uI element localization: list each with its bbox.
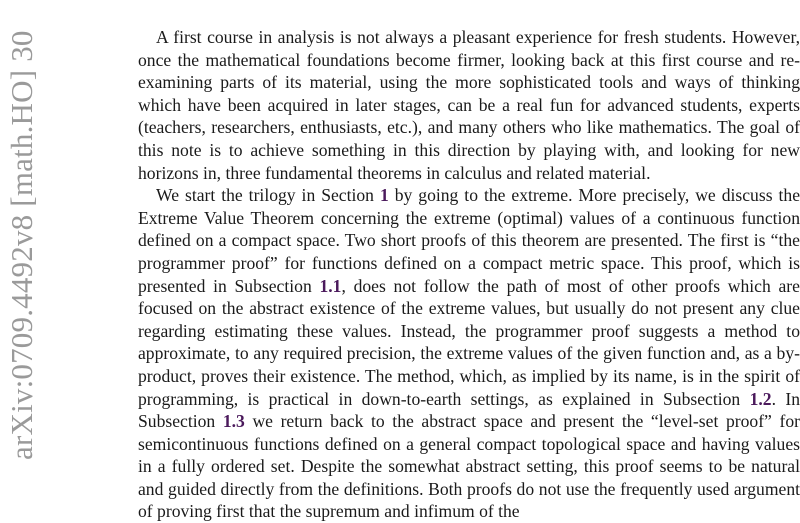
paragraph-text: we return back to the abstract space and present the “level-set proof” for semicontinuous functions defined on a general compact topological space and having values in a fully ordered set. Despite the somewhat abstract setting, this proof seems to be natural and guided directly from the definitions. Both proofs do not use the frequently used argument of proving first that the supremum and infimum of the — [138, 411, 800, 522]
paper-body — [138, 0, 800, 522]
paragraph-trilogy — [138, 184, 800, 523]
subsection-ref-link[interactable]: 1.1 — [319, 275, 342, 296]
subsection-ref-link[interactable]: 1.2 — [749, 388, 772, 409]
paragraph-intro: A first course in analysis is not always a pleasant experience for fresh students. However, once the mathematical foundations become firmer, looking back at this first course and re-examining parts of its material, using the more sophisticated tools and ways of thinking which have been acquired in later stages, can be a real fun for advanced students, experts (teachers, researchers, enthusiasts, etc.), and many others who like mathematics. The goal of this note is to achieve something in this direction by playing with, and looking for new horizons in, three fundamental theorems in calculus and related material. — [138, 27, 800, 183]
arxiv-identifier-text: arXiv:0709.4492v8 [math.HO] 30 — [4, 30, 39, 460]
subsection-ref-link[interactable]: 1.3 — [222, 411, 245, 432]
paragraph-text: by going to the extreme. More precisely, we discuss the Extreme Value Theorem concerning the extreme (optimal) values of a continuous function defined on a compact space. Two short proofs of this theorem are presented. The first is “the programmer proof” for functions defined on a compact metric space. This proof, which is presented in Subsection — [138, 185, 800, 296]
section-ref-link[interactable]: 1 — [379, 185, 389, 206]
paragraph-text: We start the trilogy in Section — [156, 185, 380, 206]
arxiv-identifier-stamp — [0, 0, 44, 460]
paragraph-text: . In Subsection — [138, 388, 800, 432]
paragraph-text: , does not follow the path of most of other proofs which are focused on the abstract existence of the extreme values, but usually do not present any clue regarding estimating these values. Instead, the programmer proof suggests a method to approximate, to any required precision, the extreme values of the given function and, as a by-product, proves their existence. The method, which, as implied by its name, is in the spirit of programming, is practical in down-to-earth settings, as explained in Subsection — [138, 275, 800, 409]
